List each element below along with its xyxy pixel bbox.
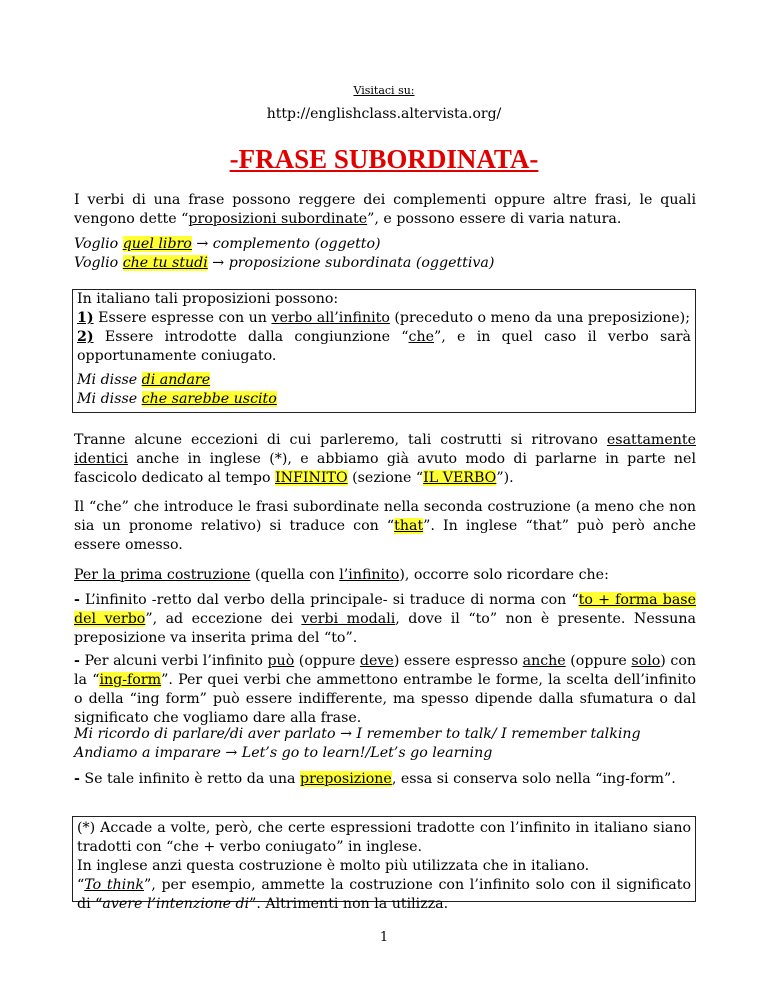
example-line: Voglio quel libro → complemento (oggetto) [74, 236, 381, 252]
box-example-1: Mi disse di andare [77, 372, 211, 388]
paragraph-first-construction: Per la prima costruzione (quella con l’infinito), occorre solo ricordare che: [74, 567, 609, 583]
paragraph-exceptions: Tranne alcune eccezioni di cui parleremo, tali costrutti si ritrovano esattamente identici anche in inglese (*), e abbiamo già avuto modo di parlarne in parte nel fascicolo dedicato al tempo INFINITO (sezione “IL VERBO”). [74, 432, 696, 486]
bullet-infinitive: - L’infinito -retto dal verbo della principale- si traduce di norma con “to + forma base del verbo”, ad eccezione dei verbi modali, dove il “to” non è presente. Nessuna preposizione va inserita prima del “to”. [74, 592, 697, 646]
box-intro: In italiano tali proposizioni possono: [77, 291, 339, 307]
page-number: 1 [379, 930, 389, 945]
examples-complement [74, 235, 696, 273]
rules-box [72, 289, 696, 413]
footnote-box [72, 816, 696, 912]
site-url[interactable]: http://englishclass.altervista.org/ [266, 106, 502, 122]
footnote-line-2: In inglese anzi questa costruzione è molto più utilizzata che in italiano. [77, 858, 590, 874]
intro-paragraph: I verbi di una frase possono reggere dei complementi oppure altre frasi, le quali vengono dette “proposizioni subordinate”, e possono essere di varia natura. [74, 192, 696, 227]
example-line: Mi ricordo di parlare/di aver parlato → I remember to talk/ I remember talking [74, 726, 641, 742]
box-example-2: Mi disse che sarebbe uscito [77, 391, 277, 407]
bullet-preposition: - Se tale infinito è retto da una preposizione, essa si conserva solo nella “ing-form”. [74, 771, 676, 787]
visit-label: Visitaci su: [353, 84, 415, 97]
footnote-line-1: (*) Accade a volte, però, che certe espressioni tradotte con l’infinito in italiano siano tradotti con “che + verbo coniugato” in inglese. [77, 820, 691, 855]
example-line: Andiamo a imparare → Let’s go to learn!/Let’s go learning [74, 745, 493, 761]
bullet-ing-form: - Per alcuni verbi l’infinito può (oppure deve) essere espresso anche (oppure solo) con la “ing-form”. Per quei verbi che ammettono entrambe le forme, la scelta dell’infinito o della “ing form” può essere indifferente, ma spesso dipende dalla sfumatura o dal significato che vogliamo dare alla frase. [74, 653, 697, 726]
footnote-line-3: “To think”, per esempio, ammette la costruzione con l’infinito solo con il significato di “avere l’intenzione di”. Altrimenti non la utilizza. [77, 877, 691, 912]
paragraph-that: Il “che” che introduce le frasi subordinate nella seconda costruzione (a meno che non sia un pronome relativo) si traduce con “that”. In inglese “that” può però anche essere omesso. [74, 499, 696, 553]
rule-1: 1) Essere espresse con un verbo all’infinito (preceduto o meno da una preposizione); [77, 310, 690, 326]
example-line: Voglio che tu studi → proposizione subordinata (oggettiva) [74, 255, 495, 271]
page-title: -FRASE SUBORDINATA- [229, 144, 539, 174]
examples-ing [74, 725, 696, 763]
rule-2: 2) Essere introdotte dalla congiunzione “che”, e in quel caso il verbo sarà opportunamente coniugato. [77, 329, 691, 364]
